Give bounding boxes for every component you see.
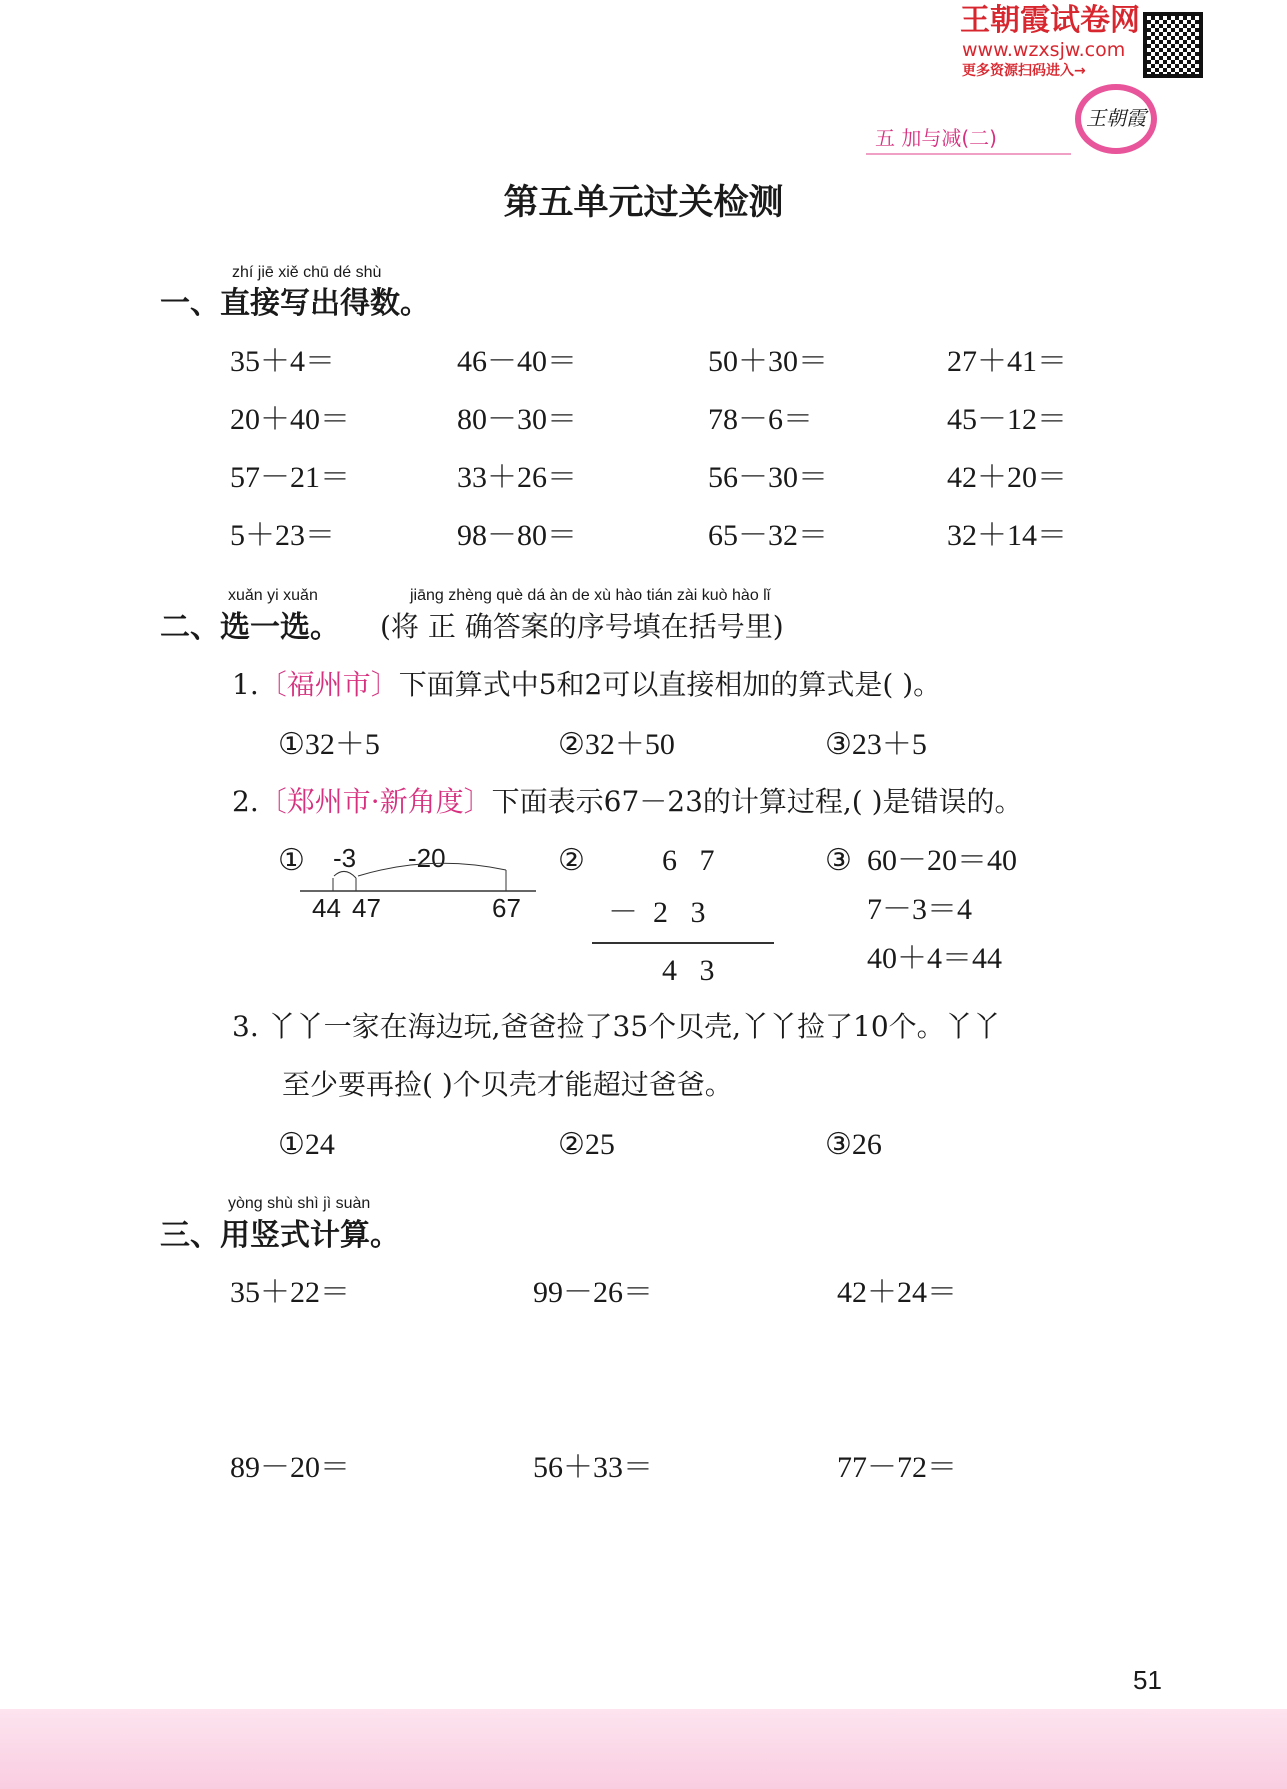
q3-option-2[interactable]: ②25: [558, 1128, 615, 1161]
arith-problem: 33＋26＝: [457, 461, 577, 494]
q2-number: 2.: [232, 785, 259, 818]
q1-number: 1.: [232, 668, 259, 701]
step-2: 7－3＝4: [867, 893, 972, 926]
arith-problem: 42＋20＝: [947, 461, 1067, 494]
step-3: 40＋4＝44: [867, 942, 1002, 975]
q3: [232, 1010, 1001, 1044]
q2-text: 下面表示67－23的计算过程,( )是错误的。: [491, 785, 1023, 818]
brand-scan-hint: 更多资源扫码进入→: [962, 63, 1086, 79]
arith-problem: 46－40＝: [457, 345, 577, 378]
q1-option-3[interactable]: ③23＋5: [825, 728, 927, 761]
page-title: 第五单元过关检测: [503, 183, 784, 223]
section3-pinyin: yòng shù shì jì suàn: [228, 1195, 371, 1212]
section3-title: 三、用竖式计算。: [160, 1218, 400, 1253]
vertical-calc-problem: 56＋33＝: [533, 1451, 653, 1484]
section1-pinyin: zhí jiē xiě chū dé shù: [232, 264, 382, 281]
arith-problem: 80－30＝: [457, 403, 577, 436]
q1-text: 下面算式中5和2可以直接相加的算式是( )。: [398, 668, 942, 701]
step-1: 60－20＝40: [867, 844, 1017, 877]
tick-47: 47: [352, 893, 381, 923]
q1-option-1[interactable]: ①32＋5: [278, 728, 380, 761]
header-divider: [866, 153, 1071, 155]
arith-problem: 98－80＝: [457, 519, 577, 552]
vertical-calc-problem: 77－72＝: [837, 1451, 957, 1484]
brand-url[interactable]: www.wzxsjw.com: [962, 39, 1126, 61]
q3-line2: 至少要再捡( )个贝壳才能超过爸爸。: [282, 1068, 733, 1101]
arith-problem: 27＋41＝: [947, 345, 1067, 378]
arith-problem: 45－12＝: [947, 403, 1067, 436]
vertical-top: 6 7: [662, 844, 715, 877]
q1: [232, 668, 941, 702]
tick-67: 67: [492, 893, 521, 923]
arith-problem: 5＋23＝: [230, 519, 335, 552]
vertical-calc-problem: 89－20＝: [230, 1451, 350, 1484]
q2-option-1-mark[interactable]: ①: [278, 844, 305, 877]
q3-line1: 丫丫一家在海边玩,爸爸捡了35个贝壳,丫丫捡了10个。丫丫: [267, 1010, 1001, 1043]
section2-title: 二、选一选。: [160, 610, 340, 645]
arith-problem: 35＋4＝: [230, 345, 335, 378]
arith-problem: 56－30＝: [708, 461, 828, 494]
qr-code-icon: [1143, 12, 1203, 78]
q3-option-3[interactable]: ③26: [825, 1128, 882, 1161]
vertical-calc-problem: 99－26＝: [533, 1276, 653, 1309]
arith-problem: 32＋14＝: [947, 519, 1067, 552]
q1-option-2[interactable]: ②32＋50: [558, 728, 675, 761]
q2: [232, 785, 1023, 819]
jump-label-20: -20: [408, 843, 446, 873]
vertical-calc-problem: 35＋22＝: [230, 1276, 350, 1309]
section2-note-pinyin: jiāng zhèng què dá àn de xù hào tián zài kuò hào lǐ: [410, 587, 771, 604]
tick-44: 44: [312, 893, 341, 923]
brand-logo-text: 王朝霞试卷网: [960, 3, 1140, 38]
jump-label-3: -3: [333, 843, 357, 873]
page-number: 51: [1133, 1665, 1162, 1695]
vertical-divider: [592, 942, 774, 944]
section1-title: 一、直接写出得数。: [160, 286, 430, 321]
arith-problem: 65－32＝: [708, 519, 828, 552]
arith-problem: 57－21＝: [230, 461, 350, 494]
arith-problem: 50＋30＝: [708, 345, 828, 378]
section2-pinyin: xuǎn yi xuǎn: [228, 587, 318, 604]
q3-number: 3.: [232, 1010, 259, 1043]
q2-option-3-mark[interactable]: ③: [825, 844, 852, 877]
vertical-mid: － 2 3: [608, 896, 706, 929]
chapter-label: 五 加与减(二): [875, 126, 997, 150]
q2-source-tag: 〔郑州市·新角度〕: [258, 785, 492, 818]
section2-note: (将 正 确答案的序号填在括号里): [380, 610, 784, 643]
arith-problem: 78－6＝: [708, 403, 813, 436]
arith-problem: 20＋40＝: [230, 403, 350, 436]
seal-logo: 王朝霞: [1075, 84, 1157, 154]
vertical-calc-problem: 42＋24＝: [837, 1276, 957, 1309]
q2-option-2-mark[interactable]: ②: [558, 844, 585, 877]
q3-option-1[interactable]: ①24: [278, 1128, 335, 1161]
footer-band: [0, 1709, 1287, 1789]
q1-source-tag: 〔福州市〕: [258, 668, 399, 701]
vertical-result: 4 3: [662, 954, 715, 987]
